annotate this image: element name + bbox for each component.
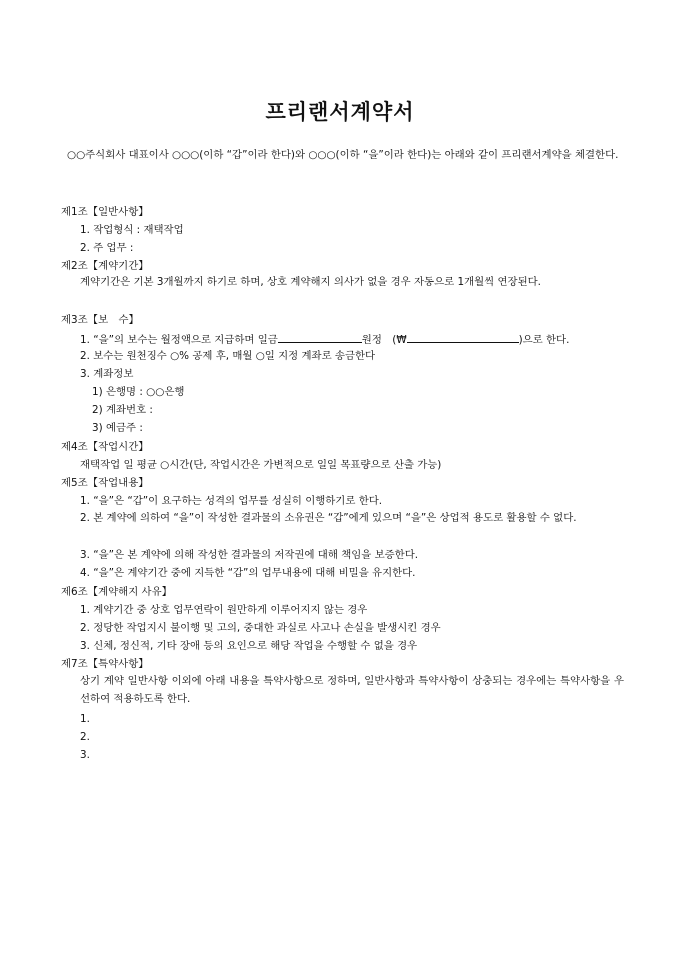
article-3-item-1 [80,332,569,347]
account-holder: 3) 예금주 : [92,422,143,434]
article-3-item-1-text-c: )으로 한다. [518,334,570,346]
article-2-heading: 제2조【계약기간】 [61,260,149,272]
article-3-heading: 제3조【보 수】 [61,314,139,326]
amount-numeric-blank [407,332,519,343]
article-3-item-3: 3. 계좌정보 [80,368,134,380]
intro-paragraph: ○○주식회사 대표이사 ○○○(이하 “갑”이라 한다)와 ○○○(이하 “을”이라 한다)는 아래와 같이 프리랜서계약을 체결한다. [67,149,619,161]
article-2-body: 계약기간은 기본 3개월까지 하기로 하며, 상호 계약해지 의사가 없을 경우 자동으로 1개월씩 연장된다. [80,276,541,288]
article-5-item-3: 3. “을”은 본 계약에 의해 작성한 결과물의 저작권에 대해 책임을 보증한다. [80,549,419,561]
article-5-item-2: 2. 본 계약에 의하여 “을”이 작성한 결과물의 소유권은 “갑”에게 있으며 “을”은 상업적 용도로 활용할 수 없다. [80,512,577,524]
article-6-item-2: 2. 정당한 작업지시 불이행 및 고의, 중대한 과실로 사고나 손실을 발생시킨 경우 [80,622,441,634]
account-bank-name: 1) 은행명 : ○○은행 [92,386,185,398]
amount-korean-blank [278,332,362,343]
article-6-item-1: 1. 계약기간 중 상호 업무연락이 원만하게 이루어지지 않는 경우 [80,604,368,616]
document-title: 프리랜서계약서 [265,100,415,124]
article-3-item-1-text-b: 원정 (₩ [361,334,407,346]
article-6-item-3: 3. 신체, 정신적, 기타 장애 등의 요인으로 해당 작업을 수행할 수 없을 경우 [80,640,418,652]
article-6-heading: 제6조【계약해지 사유】 [61,586,172,598]
account-number: 2) 계좌번호 : [92,404,153,416]
article-7-heading: 제7조【특약사항】 [61,658,149,670]
article-7-item-1: 1. [80,713,90,725]
article-7-item-2: 2. [80,731,90,743]
article-4-heading: 제4조【작업시간】 [61,441,149,453]
article-7-item-3: 3. [80,749,90,761]
article-1-item-1: 1. 작업형식 : 재택작업 [80,224,184,236]
article-1-heading: 제1조【일반사항】 [61,206,149,218]
article-3-item-1-text-a: 1. “을”의 보수는 월정액으로 지급하며 일금 [80,334,278,346]
article-4-body: 재택작업 일 평균 ○시간(단, 작업시간은 가변적으로 일일 목표량으로 산출 가능) [80,459,442,471]
article-3-item-2: 2. 보수는 원천징수 ○% 공제 후, 매월 ○일 지정 계좌로 송금한다 [80,350,376,362]
article-5-heading: 제5조【작업내용】 [61,477,149,489]
article-5-item-1: 1. “을”은 “갑”이 요구하는 성격의 업무를 성실히 이행하기로 한다. [80,495,383,507]
article-1-item-2: 2. 주 업무 : [80,242,134,254]
article-5-item-4: 4. “을”은 계약기간 중에 지득한 “갑”의 업무내용에 대해 비밀을 유지한다. [80,567,416,579]
article-7-body: 상기 계약 일반사항 이외에 아래 내용을 특약사항으로 정하며, 일반사항과 특약사항이 상충되는 경우에는 특약사항을 우선하여 적용하도록 한다. [80,675,624,705]
